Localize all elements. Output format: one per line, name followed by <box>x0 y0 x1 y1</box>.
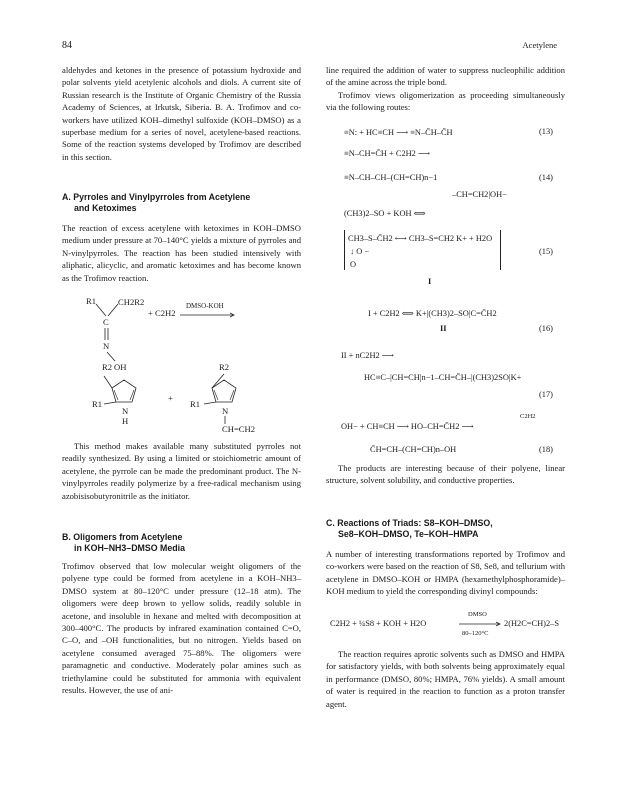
eq15-line1: (CH3)2–SO + KOH ⟺ <box>344 209 426 218</box>
eq16-line1: I + C2H2 ⟺ K+|(CH3)2–SO|C=C̄H2 <box>368 309 497 318</box>
eq15-oxygen: O <box>350 260 357 269</box>
scheme-plus2: + <box>168 393 173 403</box>
scheme-nb: N <box>222 406 229 416</box>
eq16-number: (16) <box>539 324 553 333</box>
right-column <box>326 64 565 114</box>
scheme-r1a: R1 <box>92 399 103 409</box>
scheme-bond <box>107 352 115 361</box>
eq18-line2: C̄H=CH–(CH=CH)n–OH <box>370 445 457 454</box>
scheme-reagent: DMSO-KOH <box>186 302 224 310</box>
label-II: II <box>440 324 447 333</box>
paragraph: The reaction requires aprotic solvents such as DMSO and HMPA for satisfactory yields, with both solvents being approximately equal in performance (DMSO, 80%; HMPA, 76% yields). A small amount of water is required in the reaction to function as a proton transfer agent. <box>326 649 565 709</box>
left-column-p3 <box>62 440 301 502</box>
paragraph: The products are interesting because of their polyene, linear structure, solvent solubility, and conductive properties. <box>326 463 565 486</box>
eq14-line2: –CH=CH2|OH− <box>452 190 507 199</box>
section-b-line1: B. Oligomers from Acetylene <box>62 532 183 542</box>
page-number: 84 <box>62 40 72 51</box>
scheme-vinyl: CH=CH2 <box>222 424 256 434</box>
section-a-line2: and Ketoximes <box>74 203 137 213</box>
eq14-line1: ≡N–CH–CH–(CH=CH)n−1 <box>344 173 438 182</box>
label-I: I <box>428 277 432 286</box>
eqS-top: DMSO <box>468 611 487 618</box>
eq18-number: (18) <box>539 445 553 454</box>
scheme-ch2r2: CH2R2 <box>118 297 145 307</box>
section-a-heading <box>62 192 302 214</box>
section-b-heading <box>62 532 302 554</box>
scheme-r2b: R2 <box>219 362 230 372</box>
eq15-number: (15) <box>539 247 553 256</box>
paragraph: A number of interesting transformations reported by Trofimov and co-workers were based on the reaction of S8, Se8, and tellurium with acetylene in DMSO–KOH or HMPA (hexamethylphosphoramide)–KOH medium to yield the corresponding divinyl compounds: <box>326 549 565 597</box>
eq15-line3: ↓ O − <box>350 247 370 256</box>
paragraph: This method makes available many substituted pyrroles not readily synthesized. By using a limited or stoichiometric amount of acetylene, the pyrrole can be made the predominant product. The N-vinylpyrroles readily polymerize by a free-radical mechanism using azobisisobutyronitrile as the initiator. <box>62 441 301 501</box>
bracket-left <box>344 230 345 270</box>
paragraph: Trofimov views oligomerization as proceeding simultaneously via the following routes: <box>326 89 565 113</box>
scheme-bond <box>108 304 118 316</box>
section-c-heading <box>326 518 576 540</box>
eq13-number: (13) <box>539 127 553 136</box>
eq18-over-arrow: C2H2 <box>520 413 536 420</box>
right-column-p5 <box>326 648 565 710</box>
left-column-p4 <box>62 560 301 696</box>
paragraph: Trofimov observed that low molecular weight oligomers of the polyene type could be formed from acetylene in a KOH–NH3–DMSO system at 80–120°C under pressure (12–18 atm). The oligomers were deep brown to yellow solids, readily soluble in acetone, and insoluble in hexane and melted with decomposition at 300–400°C. The products by infrared examination contained C=O, C–O, and –OH functionalities, but no nitrogen. Yields based on acetylene consumed averaged 75–88%. The oligomers were paramagnetic and conductive. Moderately polar amines such as triethylamine could be substituted for ammonia with equivalent results. However, the use of ani- <box>62 561 301 696</box>
paragraph: aldehydes and ketones in the presence of potassium hydroxide and polar solvents yield acetylenic alcohols and diols. A current site of Russian research is the Institute of Organic Chemistry of the Russia Academy of Sciences, at Irkutsk, Siberia. B. A. Trofimov and co-workers have utilized KOH–dimethyl sulfoxide (KOH–DMSO) as a superbase medium for a series of novel, acetylene-based reactions. Some of the reaction systems developed by Trofimov are described in this section. <box>62 65 301 162</box>
scheme-r1: R1 <box>86 296 97 306</box>
scheme-bond <box>96 304 106 316</box>
eq17-line2: HC≡C–|CH=CH|n−1–CH=C̄H–|(CH3)2SO|K+ <box>364 373 522 382</box>
left-column <box>62 64 301 163</box>
section-a-line1: A. Pyrroles and Vinylpyrroles from Acetylene <box>62 192 251 202</box>
paragraph: line required the addition of water to suppress nucleophilic addition of the amine across the triple bond. <box>326 65 565 88</box>
eqS-right: 2(H2C=CH)2–S <box>504 619 559 628</box>
eq13-line1: ≡N: + HC≡CH ⟶ ≡N–C̄H–C̄H <box>344 128 453 137</box>
trofimov-scheme <box>62 294 307 434</box>
eq17-line1: II + nC2H2 ⟶ <box>341 351 394 360</box>
running-head: Acetylene <box>522 40 557 50</box>
section-b-line2: in KOH–NH3–DMSO Media <box>74 543 185 553</box>
eq14-number: (14) <box>539 173 553 182</box>
eq18-line1: OH− + CH≡CH ⟶ HO–CH=C̄H2 ⟶ <box>341 422 474 431</box>
scheme-r2a: R2 <box>102 362 113 372</box>
section-c-line1: C. Reactions of Triads: S8–KOH–DMSO, <box>326 518 493 528</box>
right-column-p3 <box>326 462 565 487</box>
scheme-n: N <box>103 341 110 351</box>
eq13-line2: ≡N–CH=C̄H + C2H2 ⟶ <box>344 149 430 158</box>
eqS-left: C2H2 + ¼S8 + KOH + H2O <box>330 619 427 628</box>
scheme-oh: OH <box>114 362 127 372</box>
eq15-line2: CH3–S–C̄H2 ⟷ CH3–S=CH2 K+ + H2O <box>348 234 493 243</box>
scheme-r1b: R1 <box>190 399 201 409</box>
pyrrole-ring <box>112 380 136 402</box>
scheme-c: C <box>103 317 109 327</box>
eqS-arrow <box>458 620 502 628</box>
scheme-ha: H <box>122 416 129 426</box>
scheme-plus-acetylene: + C2H2 <box>148 308 176 318</box>
eq17-number: (17) <box>539 390 553 399</box>
eqS-bottom: 80–120°C <box>462 630 489 637</box>
left-column-p2 <box>62 222 301 284</box>
section-c-line2: Se8–KOH–DMSO, Te–KOH–HMPA <box>338 529 479 539</box>
paragraph: The reaction of excess acetylene with ketoximes in KOH–DMSO medium under pressure at 70–140°C yields a mixture of pyrroles and N-vinylpyrroles. The reaction has been studied intensively with aliphatic, alicyclic, and aromatic ketoximes and has become known as the Trofimov reaction. <box>62 223 301 283</box>
bracket-right <box>500 230 501 270</box>
scheme-na: N <box>122 406 129 416</box>
right-column-p4 <box>326 548 565 598</box>
